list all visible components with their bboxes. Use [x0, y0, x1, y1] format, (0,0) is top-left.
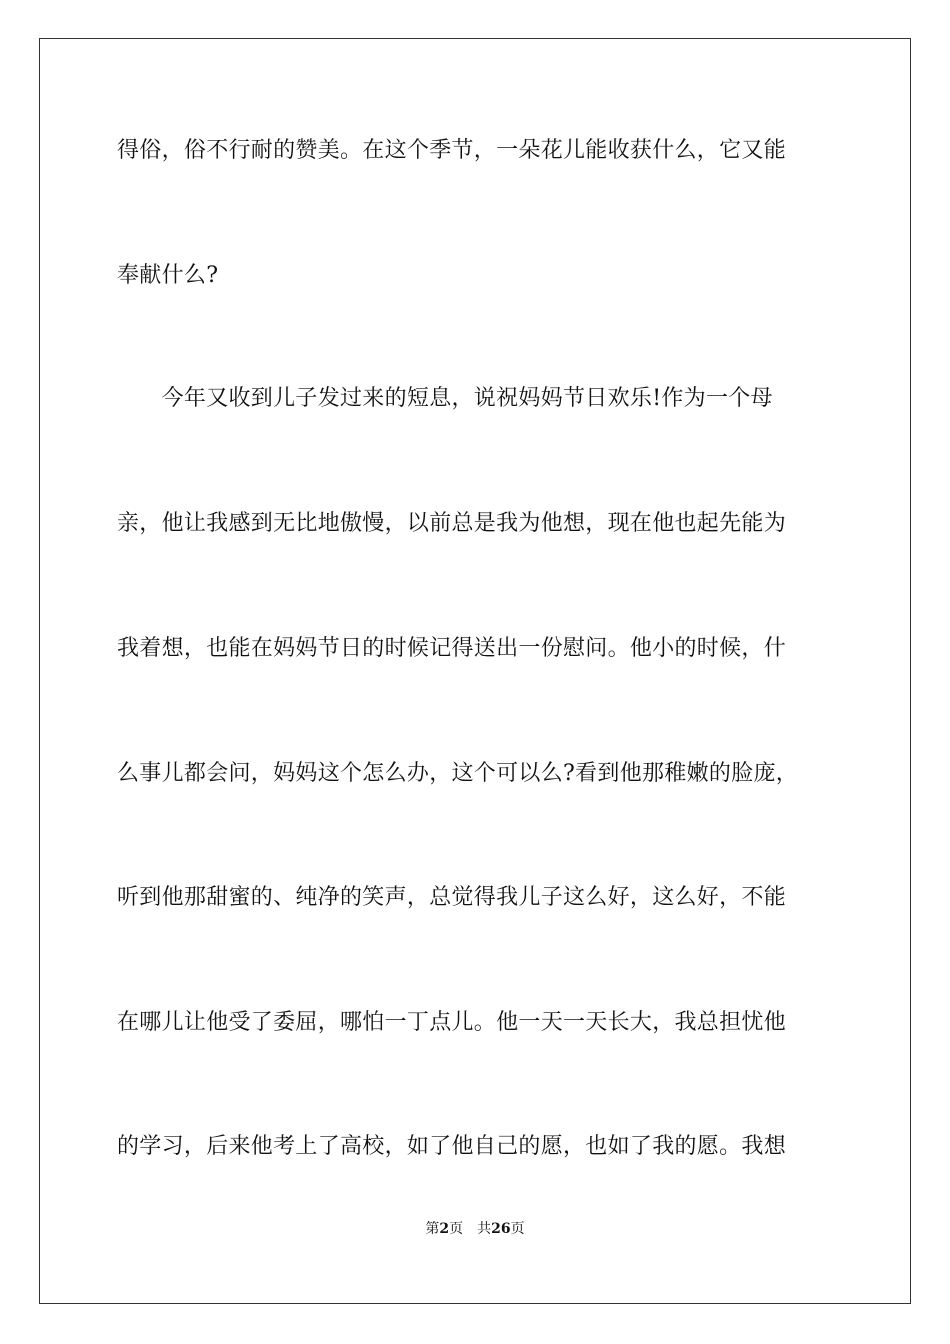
text-line: 得俗，俗不行耐的赞美。在这个季节，一朵花儿能收获什么，它又能	[117, 138, 787, 163]
text-line: 么事儿都会问，妈妈这个怎么办，这个可以么?看到他那稚嫩的脸庞，	[117, 761, 799, 786]
page-suffix: 页	[449, 1221, 464, 1237]
page-number: 2	[439, 1221, 450, 1237]
text-line: 亲，他让我感到无比地傲慢，以前总是我为他想，现在他也起先能为	[117, 511, 787, 536]
text-line: 的学习，后来他考上了高校，如了他自己的愿，也如了我的愿。我想	[117, 1134, 787, 1159]
page-border	[39, 38, 911, 1304]
text-line: 我着想，也能在妈妈节日的时候记得送出一份慰问。他小的时候，什	[117, 636, 787, 661]
total-suffix: 页	[510, 1221, 525, 1237]
page-prefix: 第	[425, 1221, 440, 1237]
text-line: 听到他那甜蜜的、纯净的笑声，总觉得我儿子这么好，这么好，不能	[117, 885, 787, 910]
text-line: 在哪儿让他受了委屈，哪怕一丁点儿。他一天一天长大，我总担忧他	[117, 1010, 787, 1035]
total-pages: 26	[491, 1221, 511, 1237]
total-prefix: 共	[477, 1221, 492, 1237]
page-footer	[0, 1220, 950, 1238]
text-line: 奉献什么?	[117, 263, 219, 288]
text-line: 今年又收到儿子发过来的短息，说祝妈妈节日欢乐!作为一个母	[117, 386, 773, 411]
